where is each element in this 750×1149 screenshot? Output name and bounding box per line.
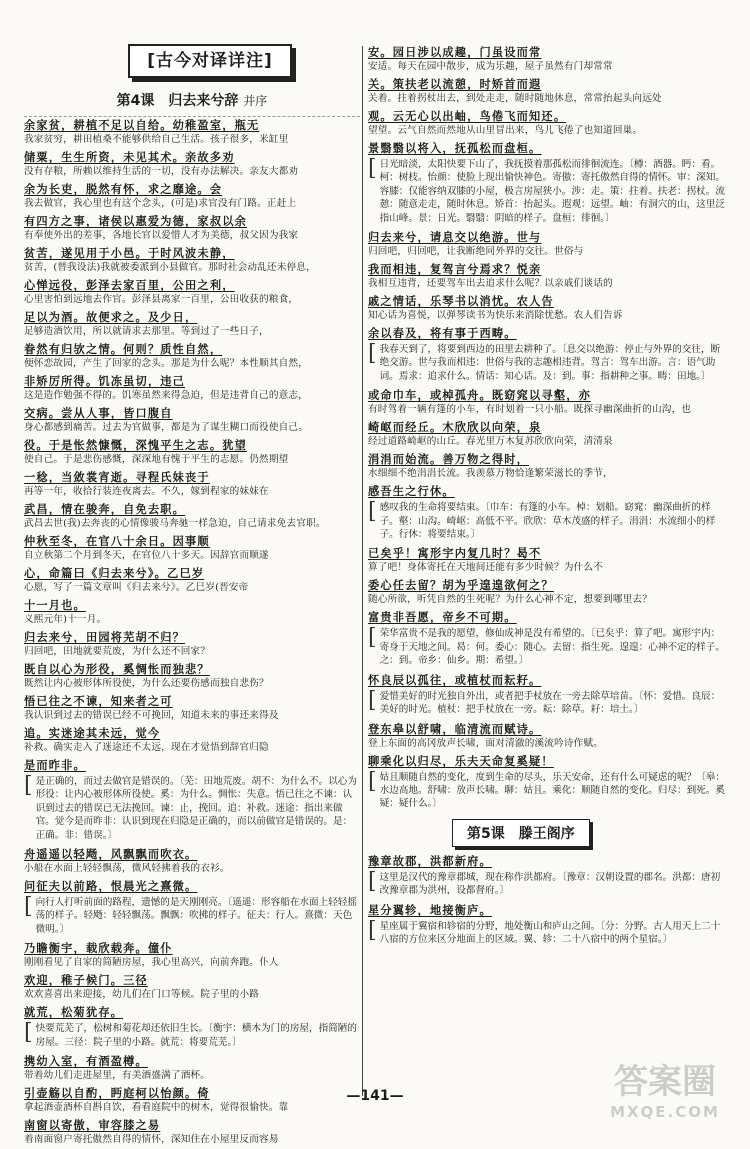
annotation-note — [368, 868, 728, 898]
original-text-line: 安。园日涉以成趣，门虽设而常 — [368, 45, 542, 59]
translation-line: 有奉使外出的差事，各地长官以爱惜人才为美德，叔父因为我家 — [24, 230, 299, 241]
original-text-line: 余为长吏，脱然有怀，求之靡途。会 — [24, 182, 223, 196]
translation-line: 欢欢喜喜出来迎接，幼儿们在门口等候。院子里的小路 — [24, 989, 260, 1001]
original-text-line: 引壶觞以自酌，眄庭柯以怡颜。倚 — [24, 1086, 210, 1101]
translation-line: 义熙元年)十一月。 — [24, 614, 107, 625]
annotation-note — [368, 158, 728, 225]
original-text-line: 南窗以寄傲，审容膝之易 — [24, 1118, 161, 1133]
translation-line: 足够造酒饮用，所以就请求去那里。等到过了一些日子， — [24, 326, 269, 337]
note-bracket-icon: [ — [368, 625, 377, 651]
original-text-line: 非矫厉所得。饥冻虽切，违己 — [24, 374, 186, 388]
lesson-5-title: 第5课 滕王阁序 — [452, 819, 590, 847]
right-body-text — [368, 44, 728, 811]
translation-line: 水细细不绝涓涓长流。我羡慕万物恰逢繁荣滋长的季节， — [368, 468, 613, 480]
annotation-note — [24, 775, 360, 842]
original-text-line: 乃瞻衡宇，载欣载奔。僮仆 — [24, 941, 173, 956]
note-text: 姑且顺随自然的变化，度到生命的尽头，乐天安命，还有什么可疑虑的呢？〔皋：水边高地。舒啸：放声长啸。聊：姑且。乘化：顺随自然的变化。归尽：到死。奚疑：疑什么。〕 — [379, 771, 725, 810]
translation-line: 归回吧，归回吧，让我断绝同外界的交往。世俗与 — [368, 246, 584, 258]
original-text-line: 有四方之事，诸侯以惠爱为德，家叔以余 — [24, 214, 247, 228]
lesson-4-subtitle: 并序 — [243, 94, 268, 108]
translation-line: 武昌去世(我)去奔丧的心情像骏马奔驰一样急迫，自己请求免去官职。 — [24, 518, 326, 529]
note-text: 快要荒芜了，松树和菊花却还依旧生长。〔衡宇：横木为门的房屋，指简陋的房屋。三径：院子里的小路。就荒：将要荒芜。〕 — [35, 1023, 357, 1048]
translation-line: 经过道路崎岖的山丘。春光里万木复苏欣欣向荣，清清泉 — [368, 436, 613, 448]
note-bracket-icon: [ — [24, 894, 33, 920]
translation-line: 再等一年，收拾行装连夜离去。不久，嫁到程家的妹妹在 — [24, 486, 269, 497]
original-text-line: 一稔，当敛裳宵逝。寻程氏妹丧于 — [24, 470, 210, 484]
translation-line: 贫苦，(替我设法)我就被委派到小县做官。那时社会动乱还未停息， — [24, 262, 316, 273]
translation-line: 自立秋第二个月到冬天，在官位八十多天。因辞官而顺遂 — [24, 550, 269, 561]
original-text-line: 涓涓而始流。善万物之得时， — [368, 452, 530, 467]
translation-line: 既然让内心被形体所役使，为什么还要伤感而独自悲伤？ — [24, 678, 269, 689]
annotation-note — [368, 627, 728, 667]
note-bracket-icon: [ — [368, 499, 377, 525]
translation-line: 关着。拄着拐杖出去，到处走走，随时随地休息，常常抬起头向远处 — [368, 93, 662, 104]
translation-line: 知心话为喜悦，以弹琴读书为快乐来消除忧愁。农人们告诉 — [368, 310, 623, 322]
note-text: 日光暗淡，太阳快要下山了，我抚摸着那孤松而徘徊流连。〔樽：酒器。眄：看。柯：树枝。怡颜：使脸上现出愉快神色。寄傲：寄托傲然自得的情怀。审：深知。容膝：仅能容纳双膝的小屋，极言房屋狭小。涉：走。策：拄着。扶老：拐杖。流憩：随意走走，随时休息。矫首：抬起头。遐观：远望。岫：有洞穴的山，这里泛指山峰。景：日光。翳翳：阴暗的样子。盘桓：徘徊。〕 — [379, 159, 725, 224]
original-text-line: 交病。尝从人事，皆口腹自 — [24, 406, 173, 420]
note-text: 星座属于翼宿和轸宿的分野，地处衡山和庐山之间。〔分：分野。古人用天上二十八宿的方位来区分地面上的区域。翼、轸：二十八宿中的两个星宿。〕 — [379, 920, 721, 945]
translation-line: 我认识到过去的错误已经不可挽回，知道未来的事还来得及 — [24, 710, 279, 721]
note-text: 我春天到了，将要到西边的田里去耕种了。〔息交以绝游：停止与外界的交往，断绝交游。世与我而相违：世俗与我的志趣相违背。驾言：驾车出游。言：语气助词。焉求：追求什么。情话：知心话。及：到。事：指耕种之事。畴：田地。〕 — [379, 344, 721, 382]
note-text: 向行人打听前面的路程，遗憾的是天刚刚亮。〔遥遥：形容船在水面上轻轻摇荡的样子。轻飏：轻轻飘荡。飘飘：吹拂的样子。征夫：行人。熹微：天色微明。〕 — [35, 897, 357, 935]
watermark-logo: 答案圈 MXQE.COM — [610, 1062, 720, 1121]
lesson-4-title — [24, 86, 360, 117]
left-column — [24, 44, 360, 1149]
translation-line: 使自己。于是悲伤感慨，深深地有愧于平生的志愿。仍然期望 — [24, 454, 289, 465]
original-text-line: 感吾生之行休。 — [368, 484, 455, 499]
note-bracket-icon: [ — [368, 156, 377, 181]
original-text-line: 足以为酒。故便求之。及少日， — [24, 310, 198, 324]
original-text-line: 富贵非吾愿，帝乡不可期。 — [368, 610, 517, 625]
original-text-line: 心，命篇曰《归去来兮》。乙巳岁 — [24, 566, 205, 580]
note-bracket-icon: [ — [24, 1020, 33, 1046]
translation-line: 我家贫穷，耕田植桑不能够供给自己生活。孩子很多，米缸里 — [24, 134, 289, 145]
original-text-line: 贫苦，遂见用于小邑。于时风波未静， — [24, 246, 235, 260]
translation-line: 带着幼儿们走进屋里，有美酒盛满了酒杯。 — [24, 1070, 211, 1082]
note-bracket-icon: [ — [368, 341, 377, 367]
translation-line: 心里害怕到远地去作官。彭泽县离家一百里，公田收获的粮食， — [24, 294, 299, 305]
original-text-line: 我而相违，复驾言兮焉求？悦亲 — [368, 262, 542, 277]
translation-line: 有时驾着一辆有篷的小车，有时划着一只小船。既探寻幽深曲折的山沟，也 — [368, 404, 692, 416]
original-text-line: 怀良辰以孤往，或植杖而耘耔。 — [368, 672, 542, 687]
annotation-note — [24, 896, 360, 936]
page-number: —141— — [346, 1088, 404, 1104]
column-divider — [362, 46, 363, 1096]
left-body-text — [24, 117, 360, 1146]
translation-line: 这是造作勉强不得的。饥寒虽然来得急迫，但是违背自己的意志， — [24, 390, 309, 401]
original-text-line: 欢迎，稚子候门。三径 — [24, 973, 148, 988]
note-text: 爱惜美好的时光独自外出，或者把手杖放在一旁去除草培苗。〔怀：爱惜。良辰：美好的时光。植杖：把手杖放在一旁。耘：除草。耔：培土。〕 — [379, 690, 721, 716]
original-text-line: 登东皋以舒啸，临清流而赋诗。 — [368, 721, 542, 736]
original-text-line: 役。于是怅然慷慨，深愧平生之志。犹望 — [24, 438, 247, 452]
translation-line: 望望。云气自然而然地从山里冒出来，鸟儿飞倦了也知道回巢。 — [368, 125, 643, 136]
original-text-line: 聊乘化以归尽，乐夫天命复奚疑！ — [368, 753, 554, 768]
annotation-note — [368, 501, 728, 541]
note-text: 这里是汉代的豫章郡城，现在称作洪都府。〔豫章：汉朝设置的郡名。洪都：唐初改豫章郡为洪州，设都督府。〕 — [379, 871, 721, 897]
original-text-line: 关。策扶老以流憩，时矫首而遐 — [368, 77, 542, 91]
note-text: 是正确的，而过去做官是错误的。〔芜：田地荒废。胡不：为什么不。以心为形役：让内心被形体所役使。奚：为什么。惆怅：失意。悟已往之不谏：认识到过去的错误已无法挽回。谏：止，挽回。追：补救。迷途：指出来做官。觉今是而昨非：认识到现在归隐是正确的，而以前做官是错误的。是：正确。非：错误。〕 — [35, 776, 357, 841]
original-text-line: 景翳翳以将入，抚孤松而盘桓。 — [368, 141, 542, 155]
translation-line: 归回吧，田地就要荒废，为什么还不回家？ — [24, 646, 211, 657]
annotation-note — [368, 343, 728, 383]
original-text-line: 委心任去留？胡为乎遑遑欲何之？ — [368, 578, 554, 593]
original-text-line: 心惮远役，彭泽去家百里，公田之利， — [24, 278, 235, 292]
translation-line: 算了吧！身体寄托在天地间还能有多少时候？为什么不 — [368, 562, 604, 574]
translation-line: 刚刚看见了自家的简陋房屋，我心里高兴，向前奔跑。仆人 — [24, 957, 279, 969]
note-bracket-icon: [ — [368, 917, 377, 943]
original-text-line: 武昌，情在骏奔，自免去职。 — [24, 502, 186, 516]
translation-line: 补救。确实走入了迷途还不太远，现在才觉悟到辞官归隐 — [24, 742, 269, 753]
original-text-line: 舟遥遥以轻飏，风飘飘而吹衣。 — [24, 847, 198, 862]
note-bracket-icon: [ — [24, 773, 33, 798]
annotation-note — [368, 768, 728, 811]
original-text-line: 豫章故郡，洪都新府。 — [368, 853, 492, 868]
original-text-line: 观。云无心以出岫，鸟倦飞而知还。 — [368, 109, 567, 123]
note-bracket-icon: [ — [368, 768, 377, 794]
lesson-4-title-text: 第4课 归去来兮辞 — [116, 93, 239, 109]
original-text-line: 携幼入室，有酒盈樽。 — [24, 1054, 148, 1069]
original-text-line: 储粟，生生所资，未见其术。亲故多劝 — [24, 150, 235, 164]
annotation-note — [368, 917, 728, 947]
original-text-line: 余以春及，将有事于西畴。 — [368, 326, 517, 341]
right-column — [368, 44, 728, 950]
annotation-note — [24, 1022, 360, 1049]
original-text-line: 仲秋至冬，在官八十余日。因事顺 — [24, 534, 210, 548]
original-text-line: 十一月也。 — [24, 598, 86, 612]
original-text-line: 已矣乎！寓形宇内复几时？曷不 — [368, 546, 542, 561]
translation-line: 便怀恋故园，产生了回家的念头。那是为什么呢？本性顺其自然， — [24, 358, 309, 369]
original-text-line: 戚之情话，乐琴书以消忧。农人告 — [368, 294, 554, 309]
original-text-line: 或命巾车，或棹孤舟。既窈窕以寻壑，亦 — [368, 388, 591, 403]
note-bracket-icon: [ — [368, 868, 377, 894]
original-text-line: 星分翼轸，地接衡庐。 — [368, 902, 492, 917]
original-text-line: 悟已往之不谏，知来者之可 — [24, 694, 173, 708]
right-tail-text — [368, 853, 728, 947]
original-text-line: 就荒，松菊犹存。 — [24, 1005, 124, 1020]
original-text-line: 归去来兮，请息交以绝游。世与 — [368, 230, 542, 245]
translation-line: 我去做官，我心里也有这个念头，(可是)求官没有门路。正赶上 — [24, 198, 297, 209]
note-text: 感叹我的生命将要结束。〔巾车：有篷的小车。棹：划船。窈窕：幽深曲折的样子。壑：山沟。崎岖：高低不平。欣欣：草木茂盛的样子。涓涓：水流细小的样子。行休：将要结束。〕 — [379, 502, 716, 541]
translation-line: 小船在水面上轻轻飘荡，微风轻拂着我的衣衫。 — [24, 863, 230, 875]
translation-line: 拿起酒壶酒杯自斟自饮，看看庭院中的树木，觉得很愉快。靠 — [24, 1102, 289, 1114]
original-text-line: 是而昨非。 — [24, 758, 86, 772]
translation-line: 没有存粮，所赖以维持生活的一切，没有办法解决。亲友大都劝 — [24, 166, 299, 177]
translation-line: 随心所欲，听凭自然的生死呢？为什么心神不定，想要到哪里去？ — [368, 594, 653, 606]
translation-line: 安适。每天在园中散步，成为乐趣，屋子虽然有门却常常 — [368, 61, 613, 72]
original-text-line: 归去来兮，田园将芜胡不归？ — [24, 630, 186, 644]
original-text-line: 追。实迷途其未远，觉今 — [24, 726, 161, 740]
original-text-line: 既自以心为形役，奚惆怅而独悲？ — [24, 662, 210, 676]
original-text-line: 问征夫以前路，恨晨光之熹微。 — [24, 879, 198, 894]
note-text: 荣华富贵不是我的愿望，修仙成神是没有希望的。〔已矣乎：算了吧。寓形宇内：寄身于天地之间。曷：何。委心：随心。去留：指生死。遑遑：心神不定的样子。之：到。帝乡：仙乡。期：希望。〕 — [379, 628, 725, 667]
original-text-line: 眷然有归欤之情。何则？质性自然， — [24, 342, 223, 356]
translation-line: 着南面窗户寄托傲然自得的情怀，深知住在小屋里反而容易 — [24, 1134, 279, 1146]
section-title-banner: [古今对译详注] — [128, 44, 292, 78]
note-bracket-icon: [ — [368, 687, 377, 713]
annotation-note — [368, 687, 728, 717]
translation-line: 身心都感到痛苦。过去为官做事，都是为了谋生糊口而役使自己。 — [24, 422, 309, 433]
translation-line: 我相互违背，还要驾车出去追求什么呢？以亲戚们谈话的 — [368, 278, 613, 290]
original-text-line: 崎岖而经丘。木欣欣以向荣，泉 — [368, 420, 542, 435]
translation-line: 登上东面的高冈放声长啸，面对清澈的溪流吟诗作赋。 — [368, 737, 604, 749]
original-text-line: 余家贫，耕植不足以自给。幼稚盈室，瓶无 — [24, 118, 260, 132]
translation-line: 心愿，写了一篇文章叫《归去来兮》。乙巳岁(晋安帝 — [24, 582, 249, 593]
